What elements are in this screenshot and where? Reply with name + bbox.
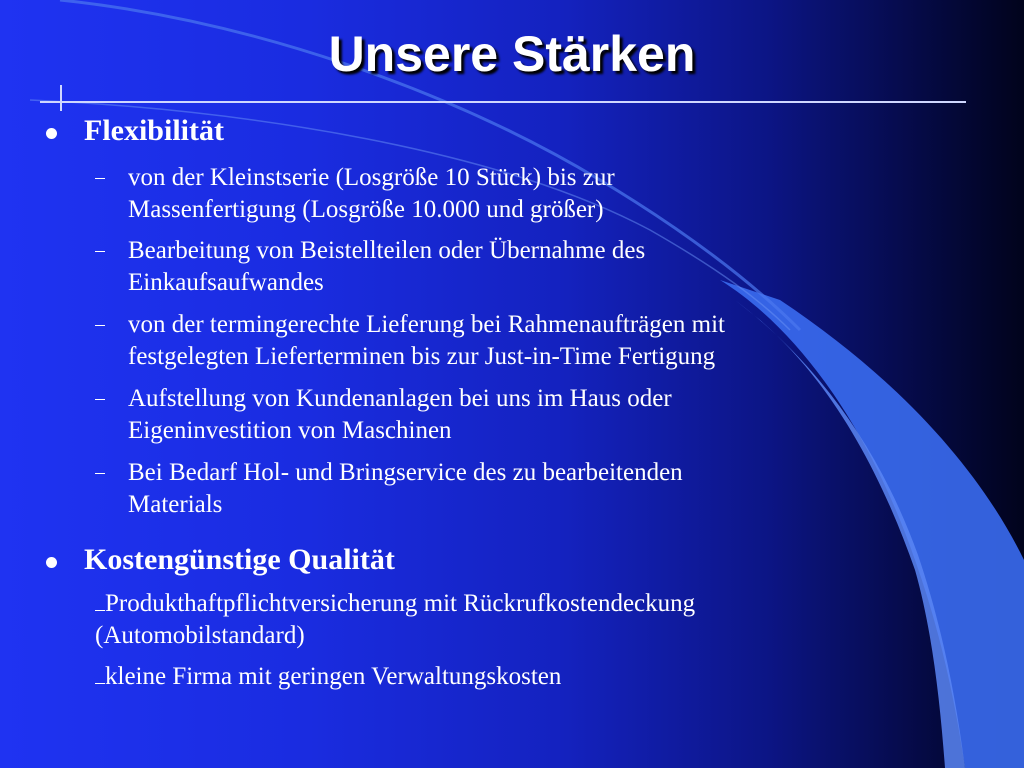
sub-bullet-line: Eigeninvestition von Maschinen bbox=[128, 417, 452, 444]
dash-bullet-icon bbox=[95, 178, 105, 179]
dash-bullet-icon bbox=[95, 325, 105, 326]
sub-bullet-item bbox=[95, 457, 975, 521]
heading-text: Flexibilität bbox=[84, 114, 224, 147]
dash-bullet-icon bbox=[95, 251, 105, 252]
sub-bullet-line: von der Kleinstserie (Losgröße 10 Stück) bis zur bbox=[128, 164, 615, 191]
sub-bullet-line: von der termingerechte Lieferung bei Rahmenaufträgen mit bbox=[128, 311, 725, 338]
sub-bullet-item bbox=[95, 383, 975, 447]
dash-bullet-icon bbox=[95, 683, 105, 684]
sub-bullet-line: kleine Firma mit geringen Verwaltungskosten bbox=[105, 663, 562, 690]
sub-bullet-text bbox=[128, 309, 968, 373]
sub-bullet-item bbox=[95, 588, 975, 652]
sub-bullet-line: (Automobilstandard) bbox=[95, 622, 305, 649]
sub-bullet-line: Einkaufsaufwandes bbox=[128, 269, 324, 296]
slide-title: Unsere Stärken bbox=[328, 26, 696, 82]
bullet-dot-icon bbox=[46, 557, 57, 568]
bullet-dot-icon bbox=[46, 128, 57, 139]
sub-bullet-line: Materials bbox=[128, 491, 223, 518]
sub-bullet-line: Bei Bedarf Hol- und Bringservice des zu bearbeitenden bbox=[128, 459, 683, 486]
heading-text: Kostengünstige Qualität bbox=[84, 543, 395, 576]
sub-bullet-text bbox=[128, 383, 968, 447]
sub-bullet-item bbox=[95, 235, 975, 299]
dash-bullet-icon bbox=[95, 473, 105, 474]
sub-bullet-line: Aufstellung von Kundenanlagen bei uns im Haus oder bbox=[128, 385, 672, 412]
sub-bullet-item bbox=[95, 661, 975, 693]
sub-bullet-line: festgelegten Lieferterminen bis zur Just-in-Time Fertigung bbox=[128, 343, 716, 370]
sub-bullet-item bbox=[95, 162, 975, 226]
sub-bullet-line: Produkthaftpflichtversicherung mit Rückrufkostendeckung bbox=[105, 590, 696, 617]
dash-bullet-icon bbox=[95, 610, 105, 611]
sub-bullet-item bbox=[95, 309, 975, 373]
sub-bullet-line: Bearbeitung von Beistellteilen oder Übernahme des bbox=[128, 237, 646, 264]
sub-bullet-text bbox=[128, 162, 968, 226]
sub-bullet-text bbox=[128, 457, 968, 521]
sub-bullet-text bbox=[128, 235, 968, 299]
dash-bullet-icon bbox=[95, 399, 105, 400]
sub-bullet-line: Massenfertigung (Losgröße 10.000 und größer) bbox=[128, 196, 604, 223]
